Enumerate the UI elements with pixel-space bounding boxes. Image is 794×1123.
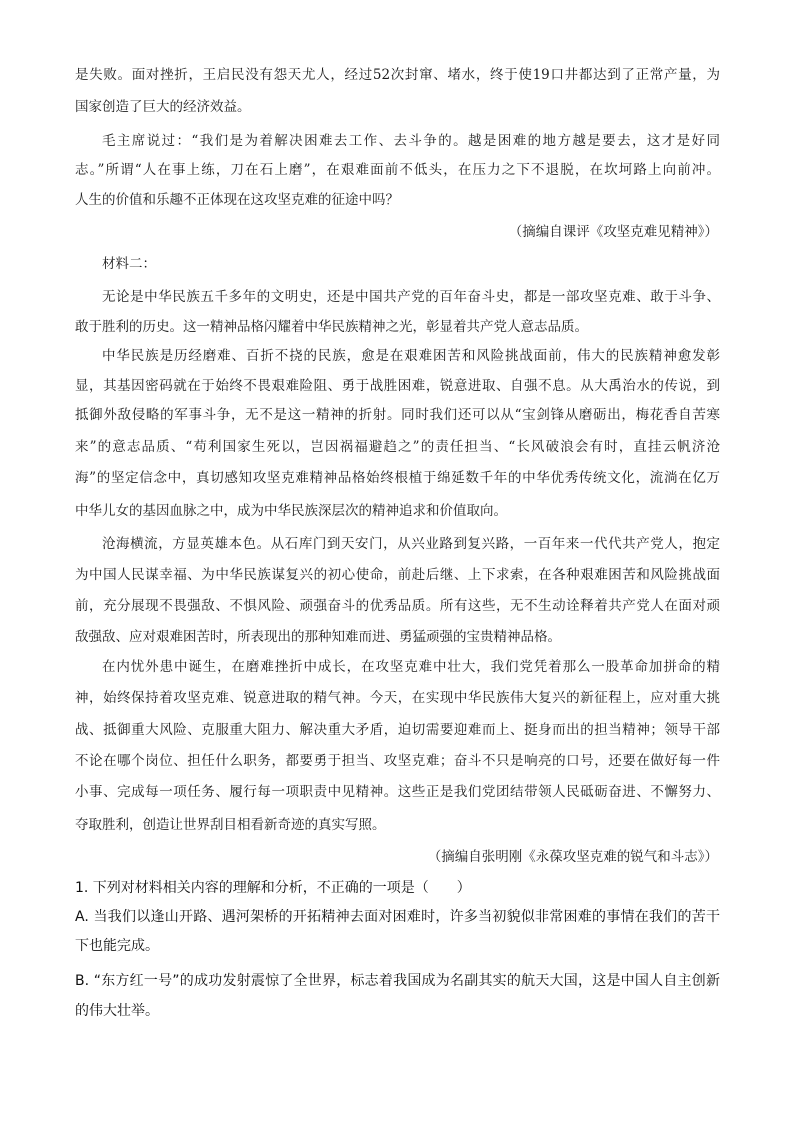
- paragraph-line: 是失败。面对挫折，王启民没有怨天尤人，经过52次封窜、堵水，终于使19口井都达到了正常产量，为: [75, 67, 720, 83]
- paragraph-line: 来”的意志品质、“苟利国家生死以，岂因祸福避趋之”的责任担当、“长风破浪会有时，直挂云帆济沧: [75, 439, 720, 455]
- paragraph-line: 为中国人民谋幸福、为中华民族谋复兴的初心使命，前赴后继、上下求索，在各种艰难困苦和风险挑战面: [75, 567, 720, 583]
- question-stem: 1. 下列对材料相关内容的理解和分析，不正确的一项是（ ）: [75, 880, 471, 896]
- paragraph-line: 中华民族是历经磨难、百折不挠的民族，愈是在艰难困苦和风险挑战面前，伟大的民族精神愈发彰: [102, 348, 720, 364]
- paragraph-line: 沧海横流，方显英雄本色。从石库门到天安门，从兴业路到复兴路，一百年来一代代共产党人，抱定: [102, 536, 720, 552]
- source-citation: （摘编自课评《攻坚克难见精神》）: [508, 224, 718, 240]
- option-line: B. “东方红一号”的成功发射震惊了全世界，标志着我国成为名副其实的航天大国，这是中国人自主创新: [75, 973, 720, 989]
- paragraph-line: 中华儿女的基因血脉之中，成为中华民族深层次的精神追求和价值取向。: [75, 503, 507, 519]
- paragraph-line: 国家创造了巨大的经济效益。: [75, 99, 251, 115]
- paragraph-line: 敢于胜利的历史。这一精神品格闪耀着中华民族精神之光，彰显着共产党人意志品质。: [75, 319, 588, 335]
- paragraph-line: 神，始终保持着攻坚克难、锐意进取的精气神。今天，在实现中华民族伟大复兴的新征程上，应对重大挑: [75, 690, 720, 706]
- paragraph-line: 海”的坚定信念中，真切感知攻坚克难精神品格始终根植于绵延数千年的中华优秀传统文化，流淌在亿万: [75, 470, 720, 486]
- paragraph-line: 小事、完成每一项任务、履行每一项职责中见精神。这些正是我们党团结带领人民砥砺奋进、不懈努力、: [75, 784, 720, 800]
- option-line: A. 当我们以逢山开路、遇河架桥的开拓精神去面对困难时，许多当初貌似非常困难的事情在我们的苦干: [75, 909, 720, 925]
- paragraph-line: 在内忧外患中诞生，在磨难挫折中成长，在攻坚克难中壮大，我们党凭着那么一股革命加拼命的精: [102, 659, 720, 675]
- material-heading: 材料二：: [102, 256, 156, 272]
- paragraph-line: 敌强敌、应对艰难困苦时，所表现出的那种知难而进、勇猛顽强的宝贵精神品格。: [75, 629, 561, 645]
- paragraph-line: 前，充分展现不畏强敌、不惧风险、顽强奋斗的优秀品质。所有这些，无不生动诠释着共产党人在面对顽: [75, 598, 720, 614]
- paragraph-line: 夺取胜利，创造让世界刮目相看新奇迹的真实写照。: [75, 817, 386, 833]
- paragraph-line: 不论在哪个岗位、担任什么职务，都要勇于担当、攻坚克难；奋斗不只是响亮的口号，还要在做好每一件: [75, 753, 720, 769]
- option-line: 的伟大壮举。: [75, 1003, 159, 1019]
- paragraph-line: 志。”所谓“人在事上练，刀在石上磨”，在艰难面前不低头，在压力之下不退脱，在坎坷路上向前冲。: [75, 162, 720, 178]
- paragraph-line: 战、抵御重大风险、克服重大阻力、解决重大矛盾，迫切需要迎难而上、挺身而出的担当精神；领导干部: [75, 722, 720, 738]
- paragraph-line: 无论是中华民族五千多年的文明史，还是中国共产党的百年奋斗史，都是一部攻坚克难、敢于斗争、: [102, 289, 720, 305]
- paragraph-line: 人生的价值和乐趣不正体现在这攻坚克难的征途中吗？: [75, 192, 399, 208]
- paragraph-line: 抵御外敌侵略的军事斗争，无不是这一精神的折射。同时我们还可以从“宝剑锋从磨砺出，梅花香自苦寒: [75, 407, 720, 423]
- paragraph-line: 显，其基因密码就在于始终不畏艰难险阻、勇于战胜困难，锐意进取、自强不息。从大禹治水的传说，到: [75, 378, 720, 394]
- paragraph-line: 毛主席说过：“我们是为着解决困难去工作、去斗争的。越是困难的地方越是要去，这才是好同: [102, 133, 720, 149]
- source-citation: （摘编自张明刚《永葆攻坚克难的锐气和斗志》）: [427, 849, 718, 865]
- option-line: 下也能完成。: [75, 938, 159, 954]
